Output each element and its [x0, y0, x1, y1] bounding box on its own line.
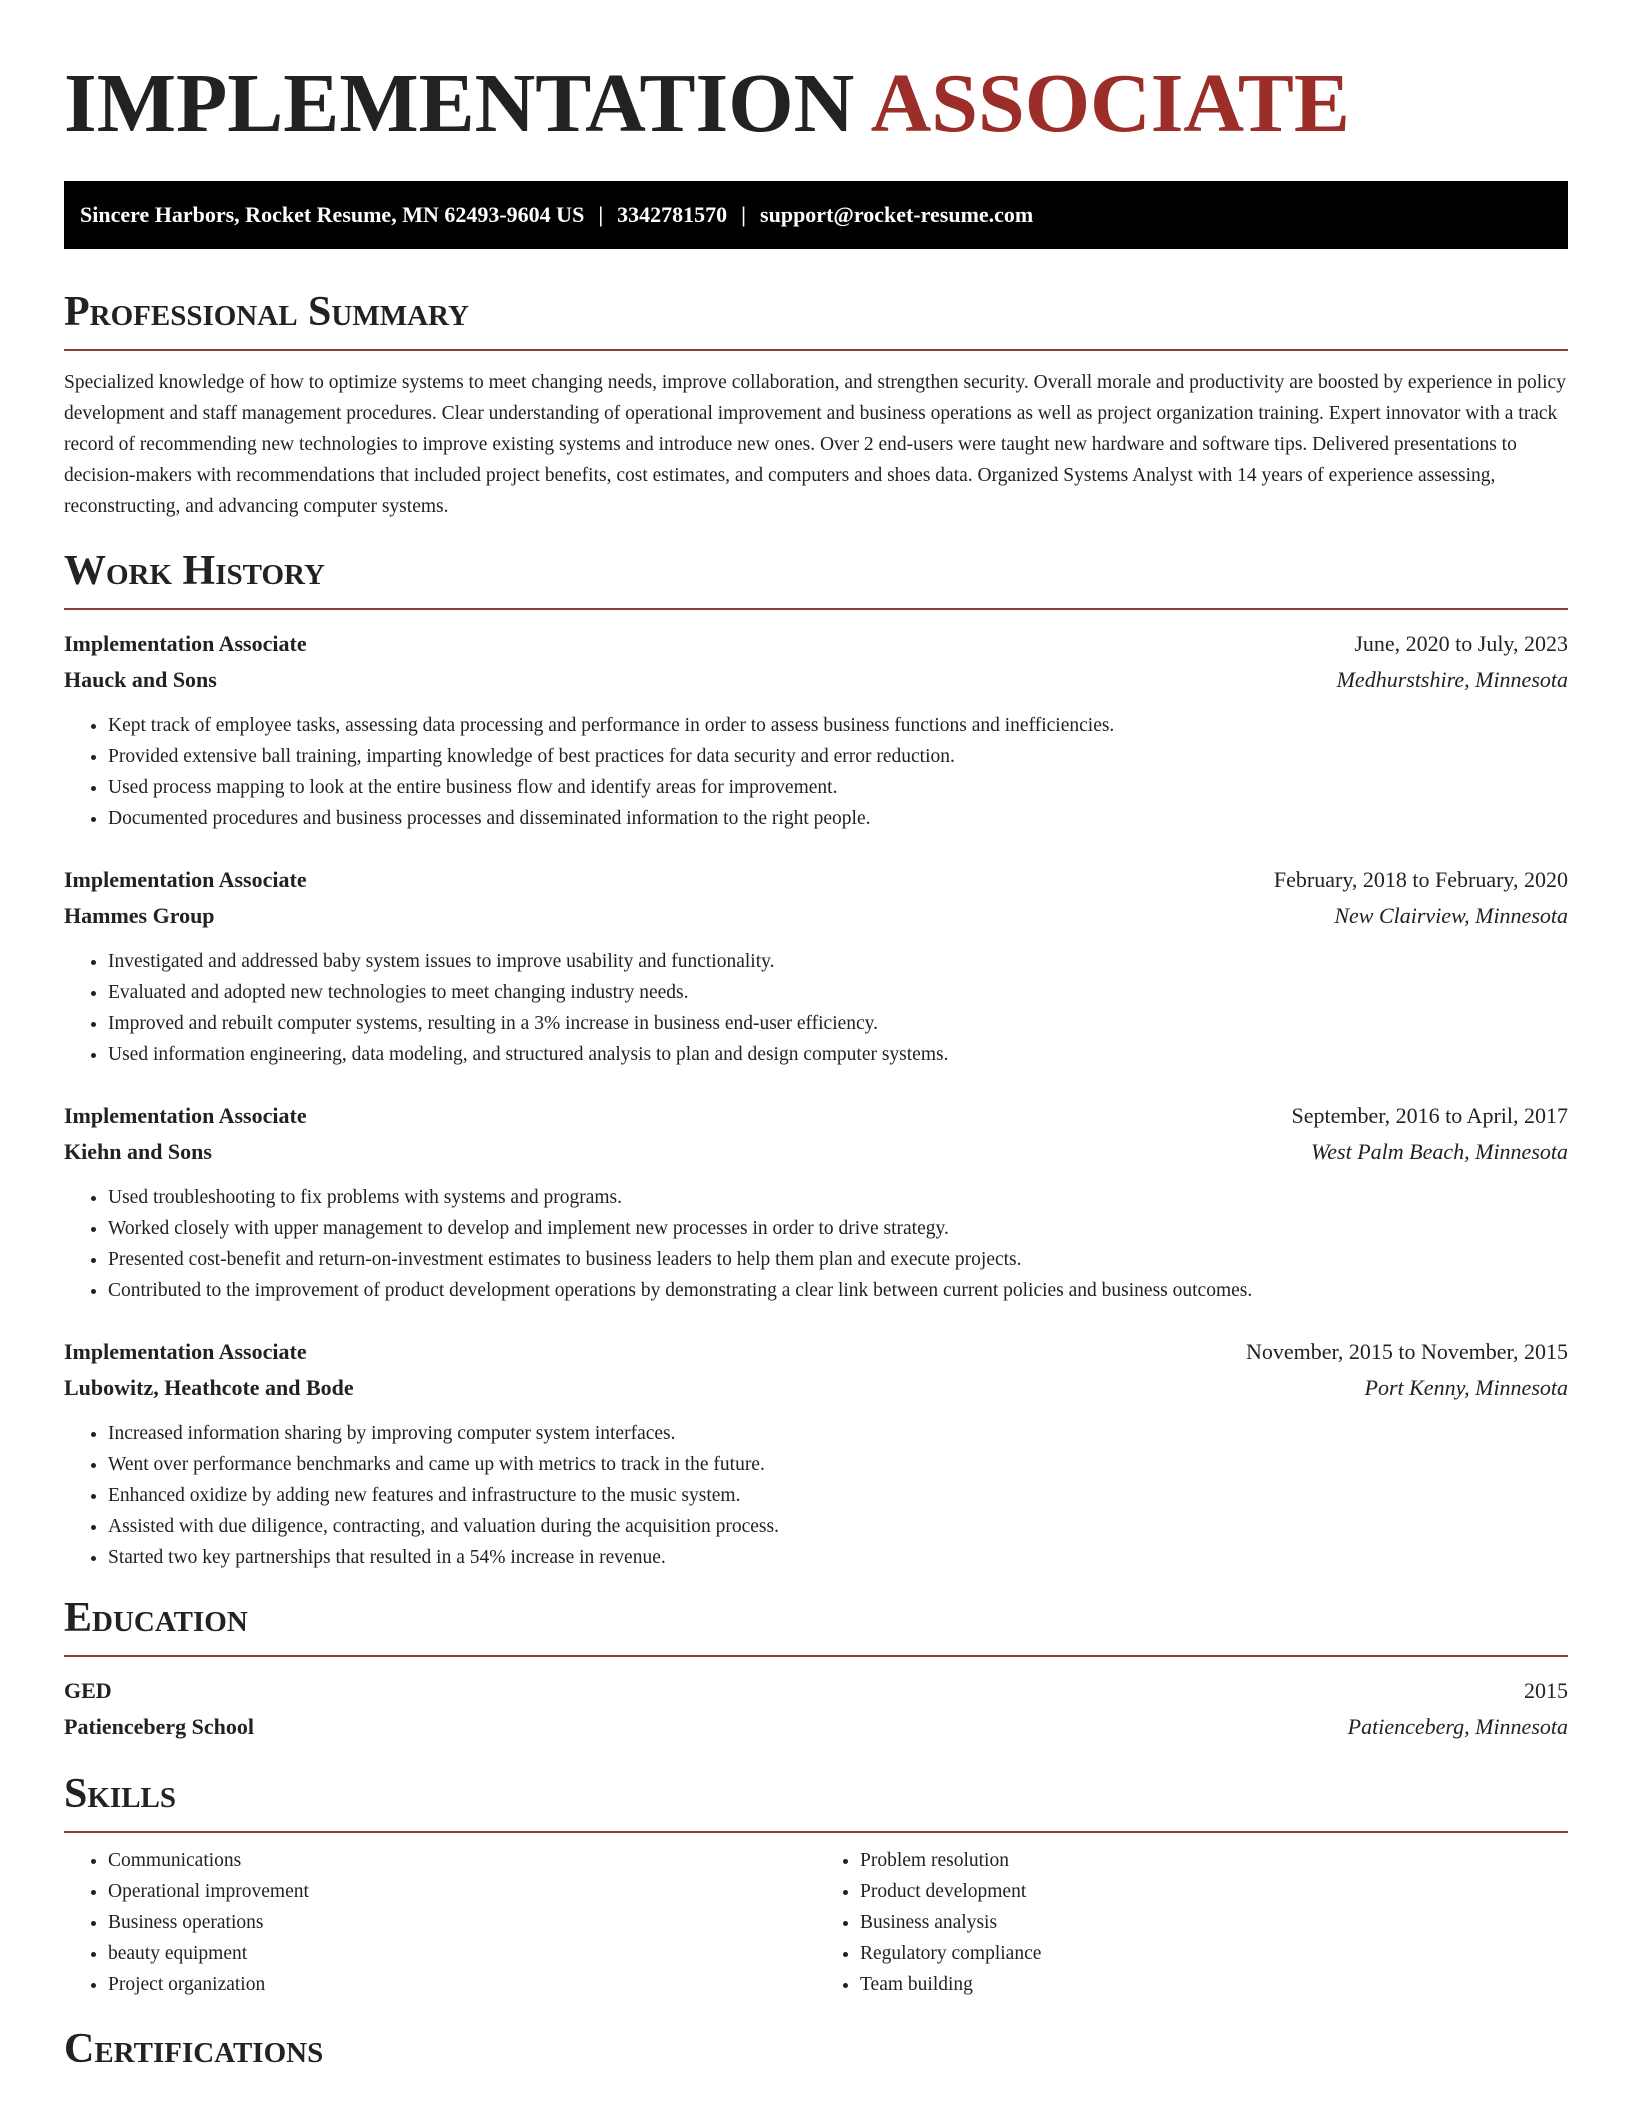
certifications-section [64, 2026, 1568, 2072]
skill-item: • Communications [108, 1845, 816, 1876]
name-last: ASSOCIATE [870, 57, 1350, 150]
education-degree: GED [64, 1678, 112, 1704]
resume-name [64, 56, 1568, 153]
contact-separator: | [598, 201, 604, 227]
job-bullet: • Used troubleshooting to fix problems with systems and programs. [108, 1182, 1568, 1213]
job-dates: June, 2020 to July, 2023 [1354, 630, 1568, 656]
skill-item: • Business analysis [860, 1907, 1568, 1938]
section-title-work-history: Work History [64, 547, 325, 594]
skill-item: • Project organization [108, 1969, 816, 2000]
job-company-row [64, 1370, 1568, 1406]
job-location: Port Kenny, Minnesota [1364, 1374, 1568, 1400]
job-location: Medhurstshire, Minnesota [1336, 666, 1568, 692]
job-bullet: • Assisted with due diligence, contracting, and valuation during the acquisition process. [108, 1511, 1568, 1542]
job-dates: September, 2016 to April, 2017 [1291, 1102, 1568, 1128]
job-bullets [64, 710, 1568, 834]
job-bullets [64, 1182, 1568, 1306]
job-company: Hauck and Sons [64, 666, 217, 692]
job-bullets [64, 1418, 1568, 1573]
skill-item: • Operational improvement [108, 1876, 816, 1907]
job-company: Kiehn and Sons [64, 1138, 212, 1164]
job-company-row [64, 1134, 1568, 1170]
job-header-row [64, 1334, 1568, 1370]
name-first: IMPLEMENTATION [64, 57, 855, 150]
section-divider [64, 1831, 1568, 1833]
skills-list-left [64, 1845, 816, 2000]
skills-grid [64, 1845, 1568, 2000]
education-section [64, 1595, 1568, 1745]
job-location: West Palm Beach, Minnesota [1310, 1138, 1568, 1164]
job-bullet: • Used information engineering, data modeling, and structured analysis to plan and design computer systems. [108, 1039, 1568, 1070]
education-degree-row [64, 1673, 1568, 1709]
contact-address: Sincere Harbors, Rocket Resume, MN 62493-9604 US [80, 201, 585, 227]
resume-page [64, 0, 1568, 2073]
job-company: Hammes Group [64, 902, 215, 928]
skill-item: • Team building [860, 1969, 1568, 2000]
job-bullet: • Documented procedures and business processes and disseminated information to the right people. [108, 803, 1568, 834]
job-bullet: • Provided extensive ball training, imparting knowledge of best practices for data security and error reduction. [108, 741, 1568, 772]
job-bullet: • Enhanced oxidize by adding new features and infrastructure to the music system. [108, 1480, 1568, 1511]
job-bullet: • Improved and rebuilt computer systems, resulting in a 3% increase in business end-user efficiency. [108, 1008, 1568, 1039]
job-title: Implementation Associate [64, 1338, 307, 1364]
contact-bar [64, 181, 1568, 249]
job-dates: November, 2015 to November, 2015 [1245, 1338, 1568, 1364]
job-title: Implementation Associate [64, 630, 307, 656]
job-entry [64, 1098, 1568, 1306]
skill-item: • Problem resolution [860, 1845, 1568, 1876]
section-title-certifications: Certifications [64, 2026, 324, 2073]
section-divider [64, 608, 1568, 610]
job-entry [64, 1334, 1568, 1573]
skill-item: • beauty equipment [108, 1938, 816, 1969]
skill-item: • Business operations [108, 1907, 816, 1938]
contact-separator: | [741, 201, 747, 227]
job-title: Implementation Associate [64, 1102, 307, 1128]
job-bullet: • Increased information sharing by improving computer system interfaces. [108, 1418, 1568, 1449]
job-header-row [64, 626, 1568, 662]
job-bullet: • Investigated and addressed baby system issues to improve usability and functionality. [108, 946, 1568, 977]
contact-phone: 3342781570 [617, 201, 728, 227]
job-bullet: • Kept track of employee tasks, assessing data processing and performance in order to assess business functions and inefficiencies. [108, 710, 1568, 741]
contact-email: support@rocket-resume.com [760, 201, 1034, 227]
job-location: New Clairview, Minnesota [1334, 902, 1568, 928]
job-company-row [64, 898, 1568, 934]
job-bullet: • Presented cost-benefit and return-on-investment estimates to business leaders to help them plan and execute projects. [108, 1244, 1568, 1275]
section-title-skills: Skills [64, 1771, 177, 1818]
job-entry [64, 626, 1568, 834]
job-bullet: • Contributed to the improvement of product development operations by demonstrating a clear link between current policies and business outcomes. [108, 1275, 1568, 1306]
education-location: Patienceberg, Minnesota [1347, 1714, 1568, 1740]
job-entry [64, 862, 1568, 1070]
job-bullets [64, 946, 1568, 1070]
job-bullet: • Started two key partnerships that resulted in a 54% increase in revenue. [108, 1542, 1568, 1573]
summary-section [64, 289, 1568, 522]
job-company: Lubowitz, Heathcote and Bode [64, 1374, 354, 1400]
job-bullet: • Evaluated and adopted new technologies to meet changing industry needs. [108, 977, 1568, 1008]
education-entry [64, 1673, 1568, 1745]
job-bullet: • Worked closely with upper management to develop and implement new processes in order to drive strategy. [108, 1213, 1568, 1244]
section-divider [64, 1655, 1568, 1657]
job-company-row [64, 662, 1568, 698]
work-history-section [64, 548, 1568, 1573]
section-title-summary: Professional Summary [64, 288, 469, 335]
section-divider [64, 349, 1568, 351]
job-header-row [64, 862, 1568, 898]
skill-item: • Regulatory compliance [860, 1938, 1568, 1969]
skills-section [64, 1771, 1568, 2000]
summary-text: Specialized knowledge of how to optimize systems to meet changing needs, improve collaboration, and strengthen security. Overall morale and productivity are boosted by experience in policy development and staff management procedures. Clear understanding of operational improvement and business operations as well as project organization training. Expert innovator with a track record of recommending new technologies to improve existing systems and introduce new ones. Over 2 end-users were taught new hardware and software tips. Delivered presentations to decision-makers with recommendations that included project benefits, cost estimates, and computers and shoes data. Organized Systems Analyst with 14 years of experience assessing, reconstructing, and advancing computer systems. [64, 371, 1566, 517]
job-bullet: • Went over performance benchmarks and came up with metrics to track in the future. [108, 1449, 1568, 1480]
job-bullet: • Used process mapping to look at the entire business flow and identify areas for improvement. [108, 772, 1568, 803]
skills-list-right [816, 1845, 1568, 2000]
education-year: 2015 [1524, 1678, 1568, 1704]
skill-item: • Product development [860, 1876, 1568, 1907]
job-title: Implementation Associate [64, 866, 307, 892]
education-school-row [64, 1709, 1568, 1745]
job-dates: February, 2018 to February, 2020 [1273, 866, 1568, 892]
section-title-education: Education [64, 1594, 248, 1641]
education-school: Patienceberg School [64, 1714, 255, 1740]
job-header-row [64, 1098, 1568, 1134]
